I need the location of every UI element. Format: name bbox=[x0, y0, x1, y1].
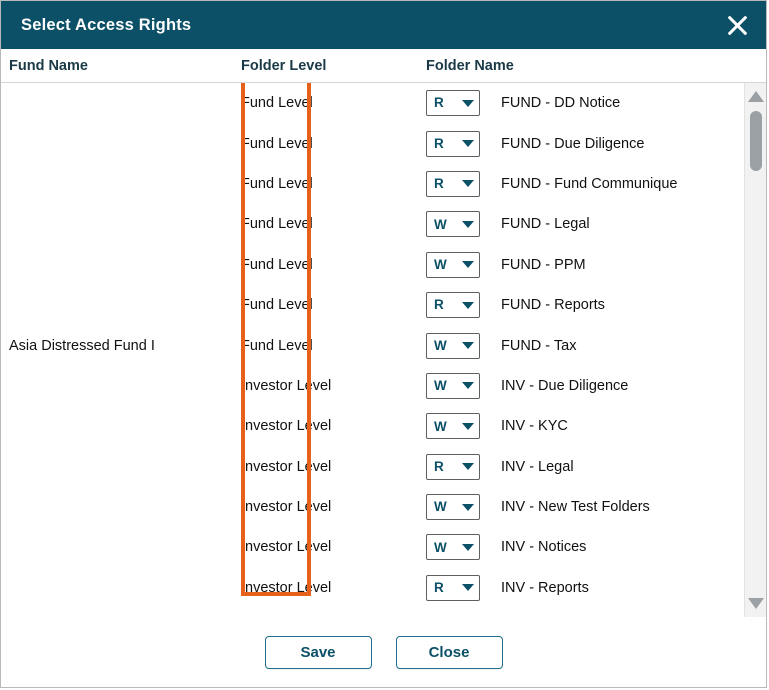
chevron-down-icon bbox=[462, 382, 474, 389]
folder-level-cell: Investor Level bbox=[241, 579, 332, 596]
access-right-value: R bbox=[434, 95, 444, 111]
table-row bbox=[241, 83, 766, 123]
folder-name-cell: FUND - Fund Communique bbox=[501, 175, 678, 192]
table-row bbox=[241, 325, 766, 365]
dialog-title: Select Access Rights bbox=[21, 15, 192, 34]
folder-name-cell: INV - Notices bbox=[501, 539, 587, 556]
folder-name-cell: FUND - Tax bbox=[501, 337, 577, 354]
table-row bbox=[241, 406, 766, 446]
table-row bbox=[241, 123, 766, 163]
folder-level-cell: Investor Level bbox=[241, 377, 332, 394]
folder-name-cell: FUND - Reports bbox=[501, 297, 605, 314]
folder-name-cell: FUND - Due Diligence bbox=[501, 135, 645, 152]
chevron-down-icon bbox=[462, 504, 474, 511]
access-right-value: R bbox=[434, 297, 444, 313]
fund-name-column bbox=[1, 83, 241, 617]
column-header-fund-name: Fund Name bbox=[9, 57, 88, 74]
chevron-down-icon bbox=[462, 100, 474, 107]
access-right-select[interactable] bbox=[426, 575, 480, 601]
access-right-cell bbox=[426, 211, 501, 237]
access-right-value: W bbox=[434, 418, 447, 434]
chevron-down-icon bbox=[462, 221, 474, 228]
access-right-value: R bbox=[434, 135, 444, 151]
dialog-footer bbox=[1, 617, 766, 687]
save-button[interactable]: Save bbox=[265, 636, 372, 669]
access-right-cell bbox=[426, 494, 501, 520]
access-right-value: W bbox=[434, 539, 447, 555]
table-row bbox=[241, 366, 766, 406]
folder-name-cell: INV - Legal bbox=[501, 458, 574, 475]
access-right-value: W bbox=[434, 337, 447, 353]
folder-name-cell: FUND - DD Notice bbox=[501, 95, 621, 112]
access-right-value: R bbox=[434, 176, 444, 192]
access-right-select[interactable] bbox=[426, 534, 480, 560]
table-row bbox=[241, 487, 766, 527]
chevron-down-icon bbox=[462, 544, 474, 551]
access-right-cell bbox=[426, 454, 501, 480]
chevron-down-icon bbox=[462, 180, 474, 187]
folder-level-cell: Fund Level bbox=[241, 337, 313, 354]
close-button[interactable]: Close bbox=[396, 636, 503, 669]
access-right-cell bbox=[426, 131, 501, 157]
column-header-folder-level: Folder Level bbox=[241, 57, 327, 74]
table-body bbox=[1, 83, 766, 617]
fund-name-value: Asia Distressed Fund I bbox=[9, 338, 155, 354]
folder-level-cell: Fund Level bbox=[241, 175, 313, 192]
access-right-select[interactable] bbox=[426, 252, 480, 278]
access-right-select[interactable] bbox=[426, 131, 480, 157]
folder-name-cell: FUND - Legal bbox=[501, 216, 590, 233]
triangle-down-icon[interactable] bbox=[748, 598, 764, 609]
table-row bbox=[241, 447, 766, 487]
folder-name-cell: INV - Due Diligence bbox=[501, 377, 629, 394]
chevron-down-icon bbox=[462, 584, 474, 591]
folder-level-cell: Investor Level bbox=[241, 499, 332, 516]
access-right-select[interactable] bbox=[426, 454, 480, 480]
close-icon[interactable] bbox=[722, 10, 752, 40]
chevron-down-icon bbox=[462, 463, 474, 470]
scrollbar-thumb[interactable] bbox=[750, 111, 762, 171]
access-right-select[interactable] bbox=[426, 494, 480, 520]
access-right-value: W bbox=[434, 257, 447, 272]
folder-name-cell: INV - KYC bbox=[501, 418, 568, 435]
access-right-value: R bbox=[434, 580, 444, 596]
access-right-select[interactable] bbox=[426, 90, 480, 116]
table-row bbox=[241, 245, 766, 285]
table-row bbox=[241, 527, 766, 567]
folder-name-cell: FUND - PPM bbox=[501, 256, 586, 273]
chevron-down-icon bbox=[462, 140, 474, 147]
folder-level-cell: Investor Level bbox=[241, 539, 332, 556]
table-row bbox=[241, 285, 766, 325]
access-rows bbox=[241, 83, 766, 608]
chevron-down-icon bbox=[462, 342, 474, 349]
folder-level-cell: Fund Level bbox=[241, 135, 313, 152]
access-right-select[interactable] bbox=[426, 211, 480, 237]
table-row bbox=[241, 204, 766, 244]
chevron-down-icon bbox=[462, 423, 474, 430]
folder-level-cell: Fund Level bbox=[241, 256, 313, 273]
access-right-value: W bbox=[434, 378, 447, 394]
access-right-cell bbox=[426, 534, 501, 560]
dialog-titlebar bbox=[1, 1, 766, 49]
table-row bbox=[241, 164, 766, 204]
table-row bbox=[241, 568, 766, 608]
triangle-up-icon[interactable] bbox=[748, 91, 764, 102]
access-right-select[interactable] bbox=[426, 292, 480, 318]
access-right-cell bbox=[426, 90, 501, 116]
folder-level-cell: Investor Level bbox=[241, 418, 332, 435]
access-right-select[interactable] bbox=[426, 373, 480, 399]
access-right-cell bbox=[426, 373, 501, 399]
access-right-cell bbox=[426, 575, 501, 601]
access-right-value: W bbox=[434, 499, 447, 515]
access-right-value: R bbox=[434, 458, 444, 474]
chevron-down-icon bbox=[462, 261, 474, 268]
folder-name-cell: INV - New Test Folders bbox=[501, 499, 650, 516]
access-right-cell bbox=[426, 292, 501, 318]
chevron-down-icon bbox=[462, 302, 474, 309]
folder-level-cell: Fund Level bbox=[241, 297, 313, 314]
access-right-cell bbox=[426, 413, 501, 439]
folder-level-cell: Fund Level bbox=[241, 95, 313, 112]
folder-level-cell: Fund Level bbox=[241, 216, 313, 233]
access-right-cell bbox=[426, 171, 501, 197]
access-right-value: W bbox=[434, 216, 447, 232]
table-header bbox=[1, 49, 766, 83]
access-right-select[interactable] bbox=[426, 413, 480, 439]
column-header-folder-name: Folder Name bbox=[426, 57, 514, 74]
folder-level-cell: Investor Level bbox=[241, 458, 332, 475]
access-right-select[interactable] bbox=[426, 333, 480, 359]
folder-name-cell: INV - Reports bbox=[501, 579, 589, 596]
access-right-select[interactable] bbox=[426, 171, 480, 197]
access-right-cell bbox=[426, 333, 501, 359]
access-rows-container bbox=[241, 83, 766, 617]
vertical-scrollbar[interactable] bbox=[744, 83, 766, 617]
access-right-cell bbox=[426, 252, 501, 278]
